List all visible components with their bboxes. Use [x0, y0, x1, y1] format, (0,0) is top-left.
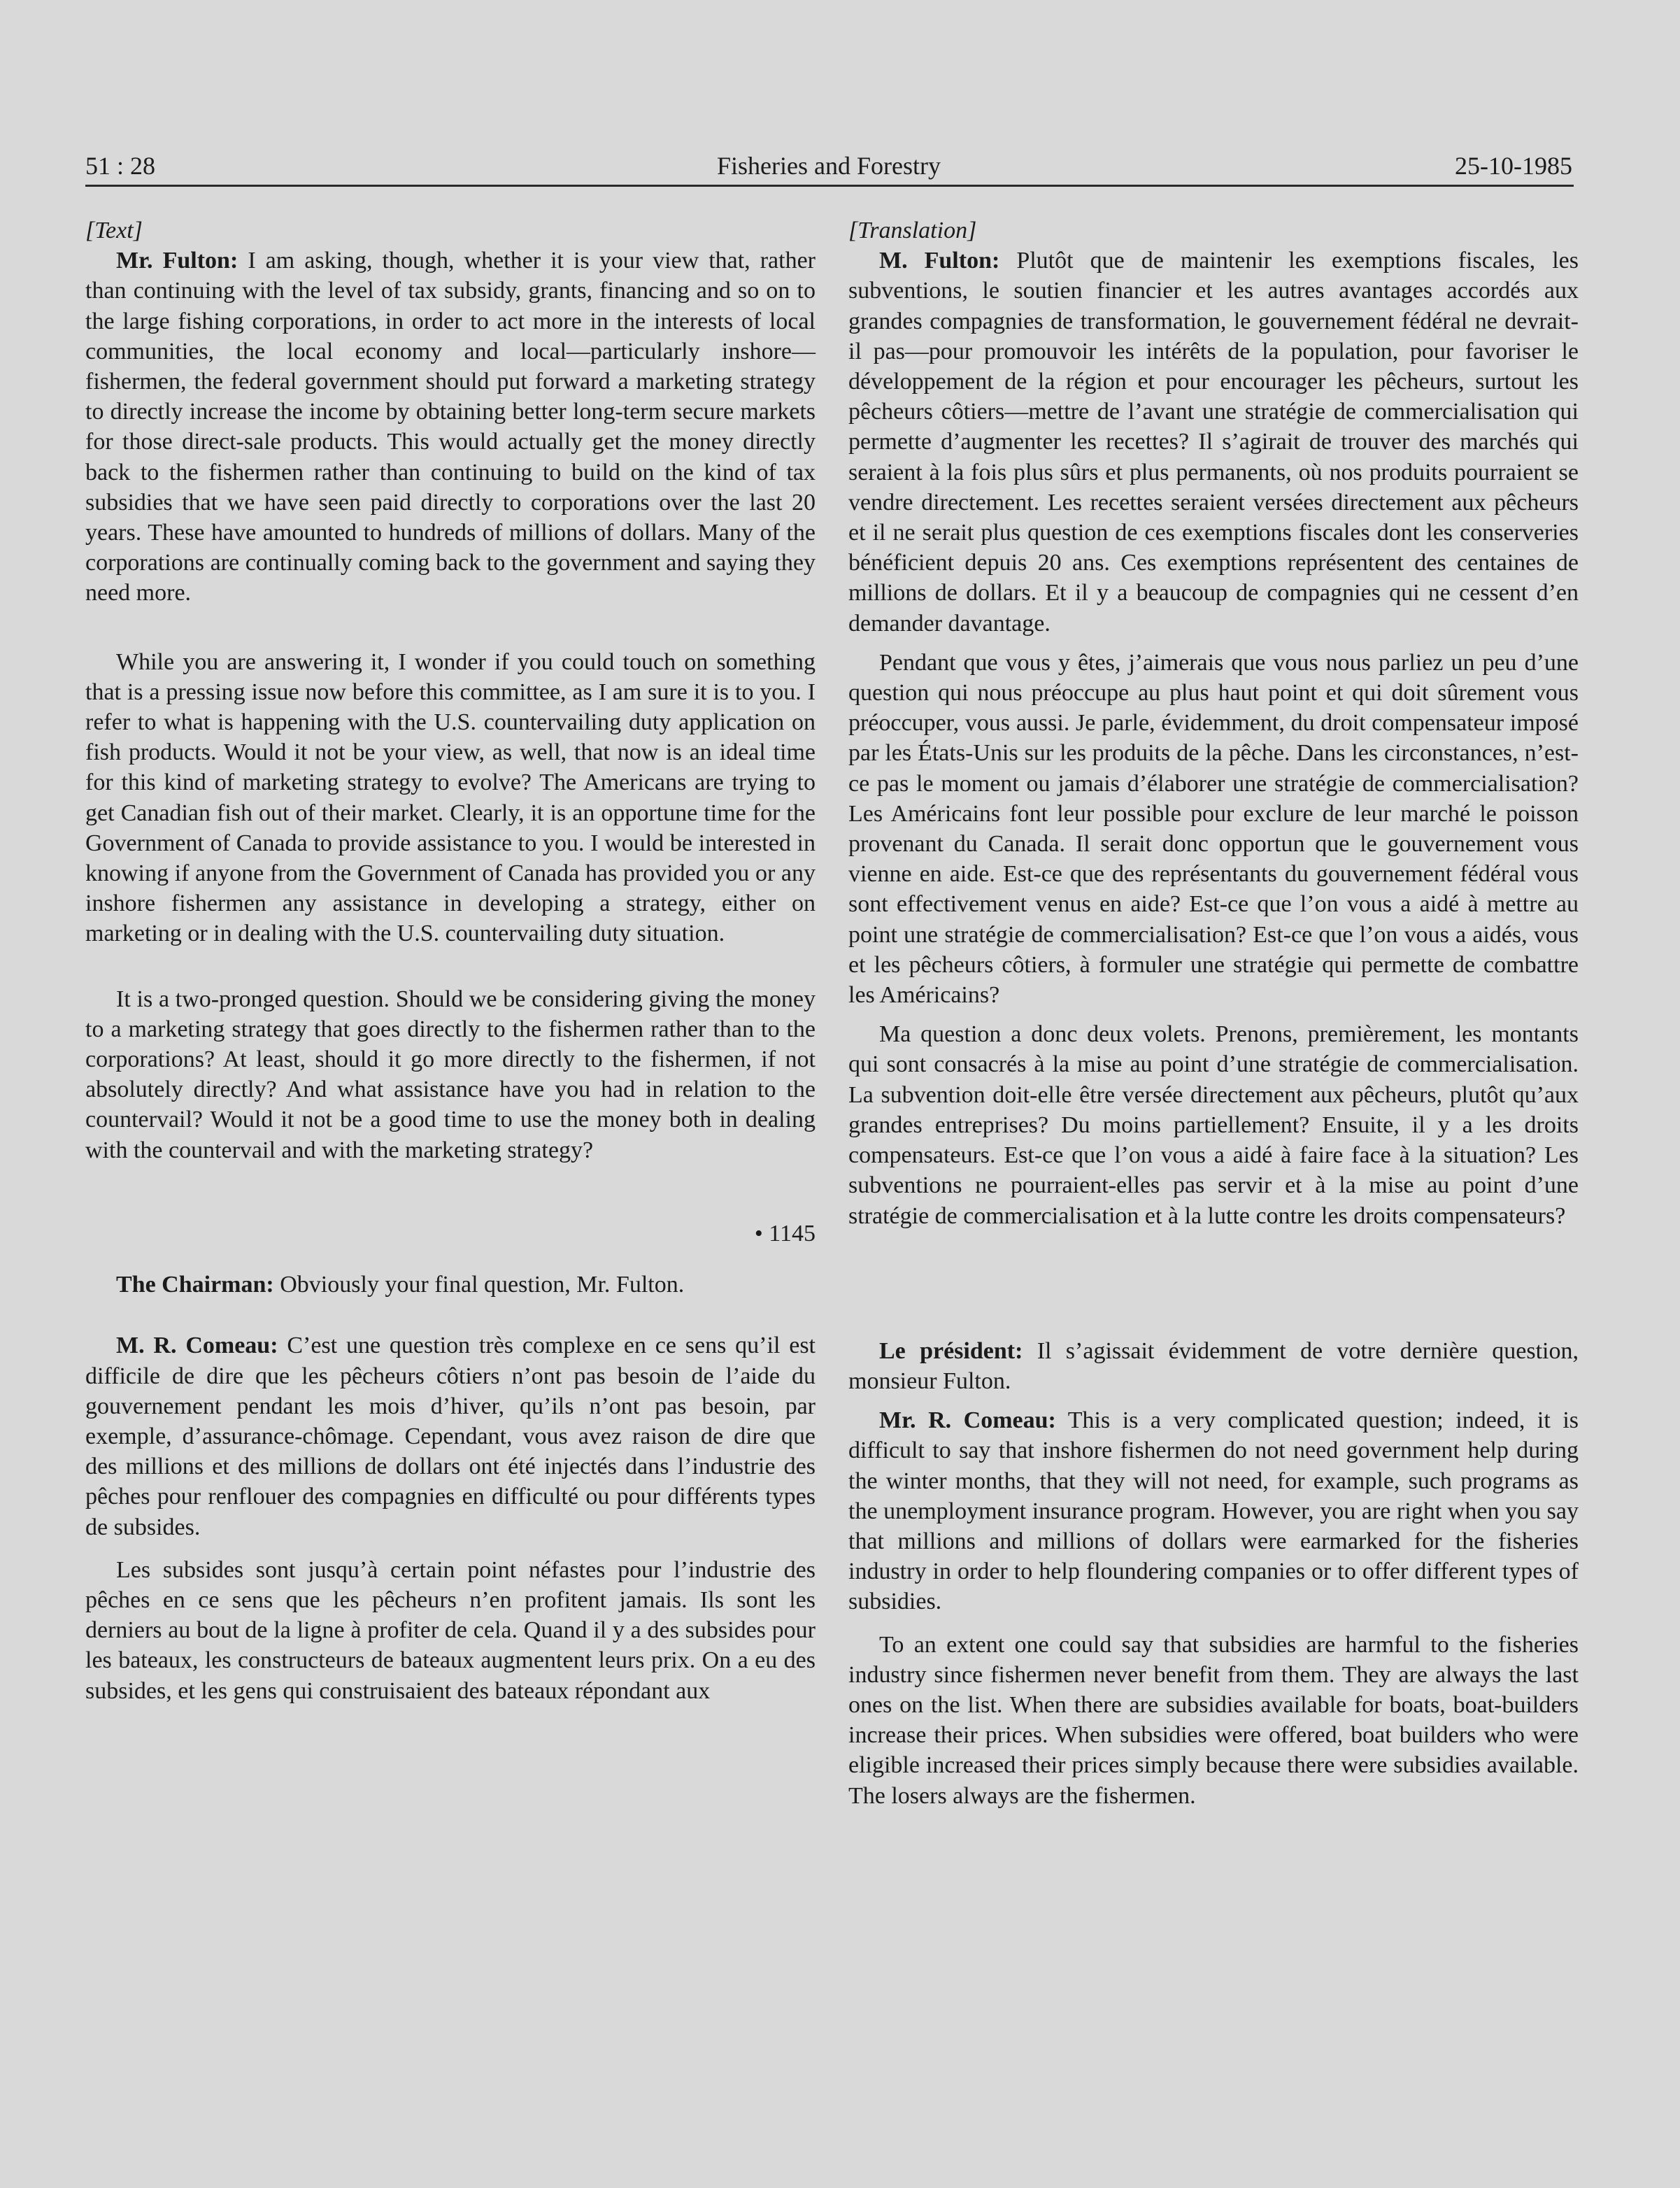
header-rule: [85, 185, 1574, 187]
paragraph: While you are answering it, I wonder if you could touch on something that is a pressing issue now before this committee, as I am sure it is to you. I refer to what is happening with the U.S. countervailing duty application on fish products. Would it not be your view, as well, that now is an ideal time for this kind of marketing strategy to evolve? The Americans are trying to get Canadian fish out of their market. Clearly, it is an opportune time for the Government of Canada to provide assistance to you. I would be interested in knowing if anyone from the Government of Canada has provided you or any inshore fishermen any assistance in developing a strategy, either on marketing or in dealing with the U.S. countervailing duty situation.: [85, 648, 816, 947]
paragraph: To an extent one could say that subsidies are harmful to the fisheries industry since fishermen never benefit from them. They are always the last ones on the list. When there are subsidies available for boats, boat-builders increase their prices. When subsidies were offered, boat builders who were eligible increased their prices simply because there were subsidies available. The losers always are the fishermen.: [848, 1631, 1579, 1809]
paragraph: It is a two-pronged question. Should we be considering giving the money to a marketing strategy that goes directly to the fishermen rather than to the corporations? At least, should it go more directly to the fishermen, if not absolutely directly? And what assistance have you had in relation to the countervail? Would it not be a good time to use the money both in dealing with the countervail and with the marketing strategy?: [85, 986, 816, 1163]
paragraph-text: Il s’agissait évidemment de votre dernière question, monsieur Fulton.: [848, 1337, 1579, 1394]
paragraph-text: C’est une question très complexe en ce sens qu’il est difficile de dire que les pêcheurs côtiers n’ont pas besoin de l’aide du gouvernement pendant les mois d’hiver, qu’ils n’ont pas besoin, par exemple, d’assurance-chômage. Cependant, vous avez raison de dire que des millions et des millions de dollars ont été injectés dans l’industrie des pêches pour renflouer des compagnies en difficulté ou pour différents types de subsides.: [85, 1333, 816, 1540]
speaker-name: Le président:: [879, 1337, 1023, 1364]
speaker-name: Mr. Fulton:: [116, 248, 239, 274]
paragraph-text: This is a very complicated question; indeed, it is difficult to say that inshore fishermen do not need government help during the winter months, that they will not need, for example, such programs as the unemployment insurance program. However, you are right when you say that millions and millions of dollars were earmarked for the fisheries industry in order to help floundering companies or to offer different types of subsidies.: [848, 1407, 1579, 1615]
column-language-tag: [Translation]: [848, 218, 977, 243]
paragraph: [848, 1405, 1579, 1617]
speaker-name: Mr. R. Comeau:: [879, 1407, 1056, 1434]
column-language-tag: [Text]: [85, 218, 143, 243]
publication-date: 25-10-1985: [1455, 152, 1572, 180]
speaker-name: M. Fulton:: [879, 248, 1000, 274]
speaker-name: The Chairman:: [116, 1272, 274, 1298]
paragraph: Les subsides sont jusqu’à certain point néfastes pour l’industrie des pêches en ce sens que les pêcheurs n’en profitent jamais. Ils sont les derniers au bout de la ligne à profiter de cela. Quand il y a des subsides pour les bateaux, les constructeurs de bateaux augmentent leurs prix. On a eu des subsides, et les gens qui construisaient des bateaux répondant aux: [85, 1556, 816, 1704]
paragraph: [848, 1336, 1579, 1396]
paragraph-text: Obviously your final question, Mr. Fulton.: [273, 1272, 685, 1298]
paragraph-text: I am asking, though, whether it is your view that, rather than continuing with the level of tax subsidy, grants, financing and so on to the large fishing corporations, in order to act more in the interests of local communities, the local economy and local—particularly inshore—fishermen, the federal government should put forward a marketing strategy to directly increase the income by obtaining better long-term secure markets for those direct-sale products. This would actually get the money directly back to the fishermen rather than continuing to build on the kind of tax subsidies that we have seen paid directly to corporations over the last 20 years. These have amounted to hundreds of millions of dollars. Many of the corporations are continually coming back to the government and saying they need more.: [85, 248, 816, 606]
page-header: [85, 148, 1572, 183]
paragraph: [85, 1270, 816, 1300]
paragraph: [85, 1330, 816, 1542]
page-number: 51 : 28: [85, 152, 156, 180]
publication-title: Fisheries and Forestry: [717, 152, 941, 180]
speaker-name: M. R. Comeau:: [116, 1333, 278, 1359]
paragraph: [848, 246, 1579, 639]
time-marker: • 1145: [754, 1220, 816, 1246]
paragraph-text: Plutôt que de maintenir les exemptions fiscales, les subventions, le soutien financier et les autres avantages accordés aux grandes compagnies de transformation, le gouvernement fédéral ne devrait-il pas—pour promouvoir les intérêts de la population, pour favoriser le développement de la région et pour encourager les pêcheurs, surtout les pêcheurs côtiers—mettre de l’avant une stratégie de commercialisation qui permette d’augmenter les recettes? Il s’agirait de trouver des marchés qui seraient à la fois plus sûrs et plus permanents, où nos produits pourraient se vendre directement. Les recettes seraient versées directement aux pêcheurs et il ne serait plus question de ces exemptions fiscales dont les conserveries bénéficient depuis 20 ans. Ces exemptions représentent des centaines de millions de dollars. Et il y a beaucoup de compagnies qui ne cessent d’en demander davantage.: [848, 248, 1579, 637]
right-column: [848, 215, 1579, 1811]
paragraph: Pendant que vous y êtes, j’aimerais que vous nous parliez un peu d’une question qui nous préoccupe au plus haut point et qui doit sûrement vous préoccuper, vous aussi. Je parle, évidemment, du droit compensateur imposé par les États-Unis sur les produits de la pêche. Dans les circonstances, n’est-ce pas le moment ou jamais d’élaborer une stratégie de commercialisation? Les Américains font leur possible pour exclure de leur marché le poisson provenant du Canada. Il serait donc opportun que le gouvernement vous vienne en aide. Est-ce que des représentants du gouvernement fédéral vous sont effectivement venus en aide? Est-ce que l’on vous a aidé à mettre au point une stratégie de commercialisation? Est-ce que l’on vous a aidés, vous et les pêcheurs côtiers, à formuler une stratégie qui permette de combattre les Américains?: [848, 649, 1579, 1009]
paragraph: [85, 246, 816, 608]
paragraph: Ma question a donc deux volets. Prenons, premièrement, les montants qui sont consacrés à la mise au point d’une stratégie de commercialisation. La subvention doit-elle être versée directement aux pêcheurs, plutôt qu’aux grandes entreprises? Du moins partiellement? Ensuite, il y a les droits compensateurs. Est-ce que l’on vous a aidé à faire face à la situation? Les subventions ne pourraient-elles pas servir et à la mise au point d’une stratégie de commercialisation et à la lutte contre les droits compensateurs?: [848, 1021, 1579, 1229]
left-column: [85, 215, 816, 1706]
